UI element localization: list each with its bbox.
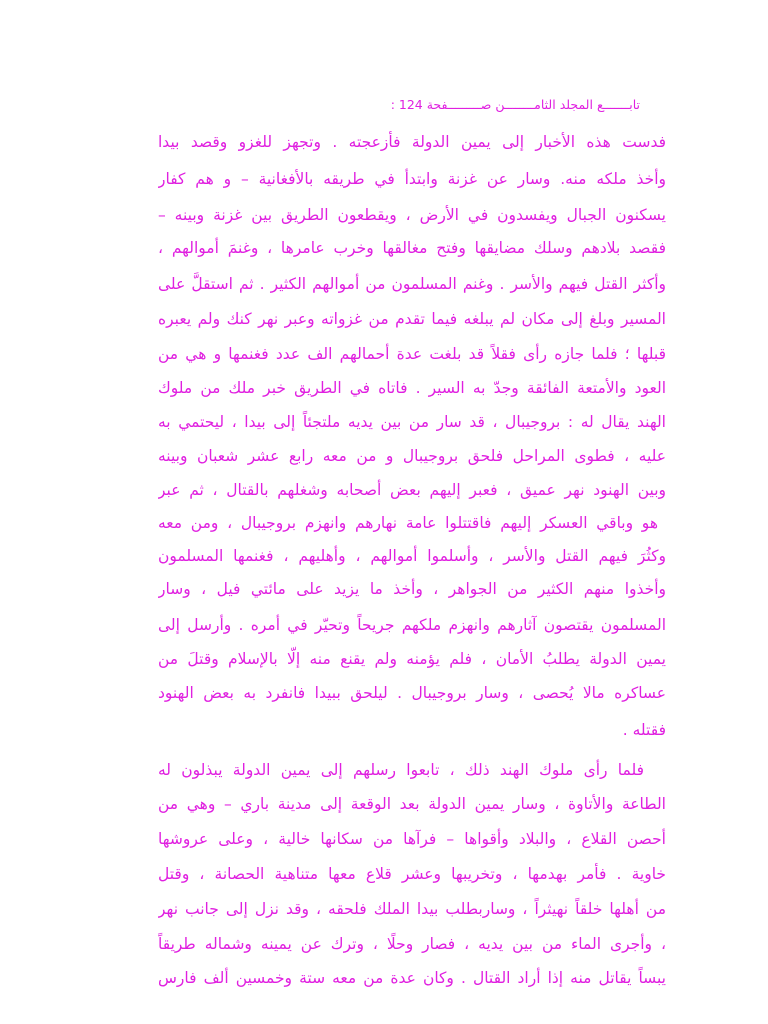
paragraph-2-line-1: فلما رأى ملوك الهند ذلك ، تابعوا رسلهم إلى يمين الدولة يبذلون له: [158, 761, 644, 779]
paragraph-1-line-7: قبلها ؛ فلما جازه رأى فقلاً قد بلغت عدة أحمالهم الف عدد فغنمها و هي من: [158, 345, 666, 363]
paragraph-1-line-16: يمين الدولة يطلبُ الأمان ، فلم يؤمنه ولم يقنع منه إلّا بالإسلام وقتلَ من: [158, 650, 666, 668]
paragraph-1-line-8: العود والأمتعة الفائقة وجدّ به السير . فاتاه في الطريق خبر ملك من ملوك: [158, 379, 666, 397]
paragraph-2-line-5: من أهلها خلقاً نهيثراً ، وساربطلب بيدا الملك فلحقه ، وقد نزل إلى جانب نهر: [158, 900, 666, 918]
paragraph-2-line-6: ، وأجرى الماء من بين يديه ، فصار وحلًا ، وترك عن يمينه وشماله طريقاً: [158, 935, 666, 953]
paragraph-1-line-14: وأخذوا منهم الكثير من الجواهر ، وأخذ ما يزيد على مائتي فيل ، وسار: [158, 580, 666, 598]
paragraph-1-line-11: وبين الهنود نهر عميق ، فعبر إليهم بعض أصحابه وشغلهم بالقتال ، ثم عبر: [158, 481, 666, 499]
paragraph-1-line-5: وأكثر القتل فيهم والأسر . وغنم المسلمون من أموالهم الكثير . ثم استقلَّ على: [158, 275, 666, 293]
paragraph-2-line-2: الطاعة والأتاوة ، وسار يمين الدولة بعد الوقعة إلى مدينة باري – وهي من: [158, 795, 666, 813]
paragraph-1-line-15: المسلمون يقتصون آثارهم وانهزم ملكهم جريحاً وتحيّر في أمره . وأرسل إلى: [158, 616, 666, 634]
paragraph-1-line-18: فقتله .: [622, 721, 666, 739]
paragraph-2-line-4: خاوية . فأمر بهدمها ، وتخريبها وعشر قلاع معها متناهية الحصانة ، وقتل: [158, 865, 666, 883]
paragraph-2-line-3: أحصن القلاع ، والبلاد وأقواها – فرآها من سكانها خالية ، وعلى عروشها: [158, 830, 666, 848]
paragraph-2-line-7: يبساً يقاتل منه إذا أراد القتال . وكان عدة من معه ستة وخمسين ألف فارس: [158, 969, 666, 987]
paragraph-1-line-13: وكثُرَ فيهم القتل والأسر ، وأسلموا أموالهم ، وأهليهم ، فغنمها المسلمون: [158, 547, 666, 565]
paragraph-1-line-10: عليه ، فطوى المراحل فلحق بروجيبال و من معه رابع عشر شعبان وبينه: [158, 447, 666, 465]
paragraph-1-line-17: عساكره مالا يُحصى ، وسار بروجيبال . ليلحق ببيدا فانفرد به بعض الهنود: [158, 684, 666, 702]
paragraph-1-line-6: المسير وبلغ إلى مكان لم يبلغه فيما تقدم من غزواته وعبر نهر كنك ولم يعبره: [158, 310, 666, 328]
paragraph-1-line-12: هو وباقي العسكر إليهم فاقتتلوا عامة نهارهم وانهزم بروجيبال ، ومن معه: [158, 514, 658, 532]
paragraph-1-line-2: وأخذ ملكه منه. وسار عن غزنة وابتدأ في طريقه بالأفغانية – و هم كفار: [158, 170, 666, 188]
paragraph-1-line-4: فقصد بلادهم وسلك مضايقها وفتح مغالقها وخرب عامرها ، وغنمَ أموالهم ،: [158, 239, 666, 257]
page-header: تابـــــــع المجلد الثامــــــــن صـــــــــفحة 124 :: [390, 97, 640, 112]
paragraph-1-line-9: الهند يقال له : بروجيبال ، قد سار من بين يديه ملتجئاً إلى بيدا ، ليحتمي به: [158, 413, 666, 431]
paragraph-1-line-3: يسكنون الجبال ويفسدون في الأرض ، ويقطعون الطريق بين غزنة وبينه –: [158, 206, 666, 224]
paragraph-1-line-1: فدست هذه الأخبار إلى يمين الدولة فأزعجته . وتجهز للغزو وقصد بيدا: [158, 133, 666, 151]
